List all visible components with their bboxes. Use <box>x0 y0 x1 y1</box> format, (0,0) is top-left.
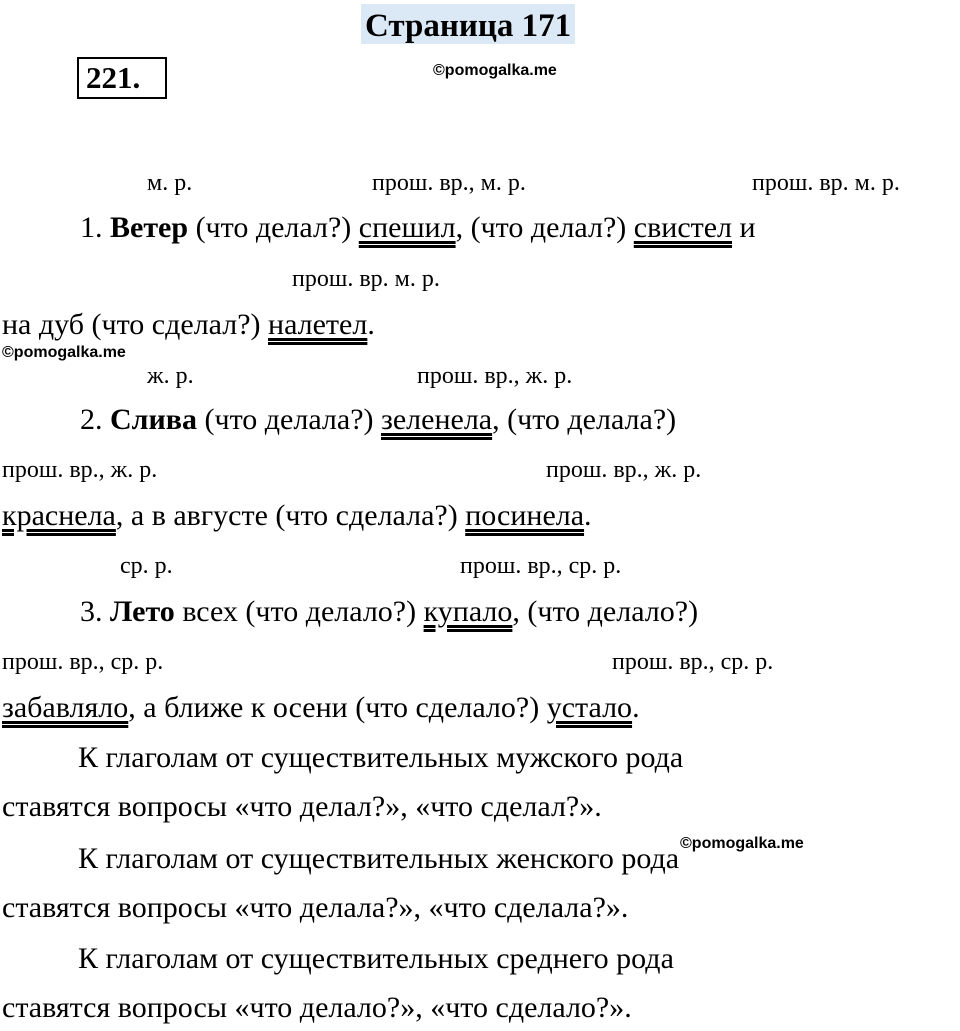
watermark: ©pomogalka.me <box>2 344 126 361</box>
sentence-3-line-1: 3. Лето всех (что делало?) купало, (что делало?) <box>80 595 699 628</box>
sentence-3-line-2: забавляло, а ближе к осени (что сделало?) устало. <box>2 691 640 724</box>
conclusion-feminine-line-1: К глаголам от существительных женского рода <box>78 842 680 875</box>
annotation: м. р. <box>147 170 193 196</box>
verb: свистел <box>633 211 733 244</box>
verb: зеленела <box>381 403 493 436</box>
conclusion-masculine-line-2: ставятся вопросы «что делал?», «что сделал?». <box>2 790 602 823</box>
conclusion-masculine-line-1: К глаголам от существительных мужского рода <box>78 741 684 774</box>
sentence-2-line-1: 2. Слива (что делала?) зеленела, (что делала?) <box>80 403 677 436</box>
sentence-1-line-2: на дуб (что сделал?) налетел. <box>2 308 375 341</box>
annotation: ср. р. <box>120 553 173 579</box>
page-title: Страница 171 <box>361 4 575 44</box>
sentence-2-line-2: краснела, а в августе (что сделала?) посинела. <box>2 499 592 532</box>
verb: спешил <box>358 211 456 244</box>
conclusion-neuter-line-2: ставятся вопросы «что делало?», «что сделало?». <box>2 991 632 1024</box>
verb: забавляло <box>2 691 129 724</box>
annotation: прош. вр., ср. р. <box>612 649 774 675</box>
annotation: прош. вр. м. р. <box>752 170 900 196</box>
task-number: 221. <box>77 57 167 99</box>
annotation: прош. вр., ср. р. <box>460 553 622 579</box>
verb: краснела <box>2 499 116 532</box>
watermark: ©pomogalka.me <box>680 835 804 852</box>
verb: посинела <box>465 499 585 532</box>
annotation: прош. вр., ж. р. <box>417 363 573 389</box>
verb: устало <box>546 691 633 724</box>
annotation: прош. вр., м. р. <box>372 170 526 196</box>
verb: купало <box>423 595 513 628</box>
annotation: прош. вр., ср. р. <box>2 649 164 675</box>
verb: налетел <box>268 308 368 341</box>
annotation: прош. вр., ж. р. <box>2 457 158 483</box>
conclusion-feminine-line-2: ставятся вопросы «что делала?», «что сделала?». <box>2 891 629 924</box>
watermark: ©pomogalka.me <box>433 62 557 79</box>
annotation: прош. вр. м. р. <box>292 266 440 292</box>
sentence-1-line-1: 1. Ветер (что делал?) спешил, (что делал?) свистел и <box>80 211 756 244</box>
conclusion-neuter-line-1: К глаголам от существительных среднего рода <box>78 942 674 975</box>
annotation: прош. вр., ж. р. <box>546 457 702 483</box>
annotation: ж. р. <box>147 363 194 389</box>
